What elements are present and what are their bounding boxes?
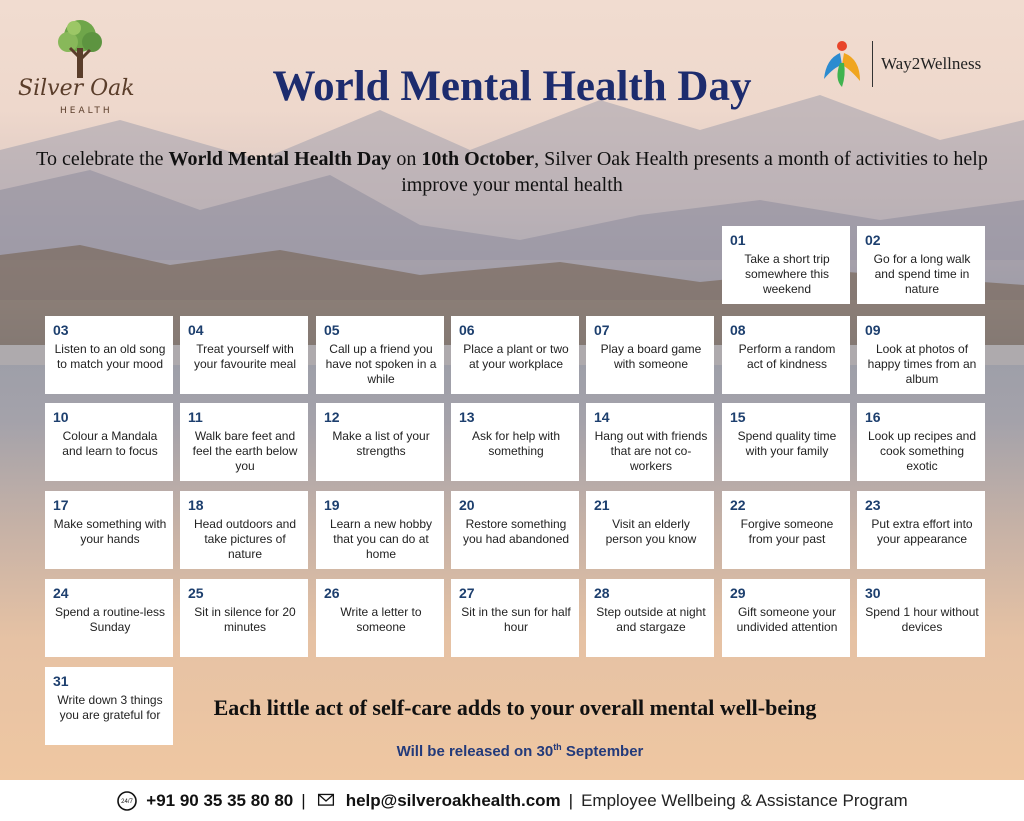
day-card [316,403,444,481]
day-card [722,403,850,481]
day-number: 05 [324,322,340,338]
day-activity: Play a board game with someone [600,342,702,371]
day-activity: Visit an elderly person you know [605,517,697,546]
day-activity: Look at photos of happy times from an album [867,342,977,386]
mail-icon [314,792,338,810]
day-activity: Sit in the sun for half hour [461,605,571,634]
way2wellness-name: Way2Wellness [881,54,982,73]
day-card [316,316,444,394]
tagline: Each little act of self-care adds to your overall mental well-being [213,695,817,720]
day-activity: Spend a routine-less Sunday [54,605,166,634]
day-card [180,316,308,394]
program-name: Employee Wellbeing & Assistance Program [581,790,908,810]
footer-separator: | [301,790,306,810]
day-activity: Spend quality time with your family [737,429,837,458]
day-activity: Write a letter to someone [340,605,422,634]
day-card [857,403,985,481]
day-activity: Step outside at night and stargaze [596,605,706,634]
logo-sub-text: HEALTH [60,106,113,116]
day-card [45,403,173,481]
day-activity: Sit in silence for 20 minutes [194,605,296,634]
day-number: 18 [188,497,204,513]
day-card [316,579,444,657]
day-activity: Hang out with friends that are not co-workers [594,429,708,473]
footer-contact-bar [0,780,1024,821]
release-sup: th [553,742,562,752]
day-card [722,316,850,394]
day-activity: Treat yourself with your favourite meal [193,342,297,371]
day-card [180,579,308,657]
day-number: 30 [865,585,881,601]
day-number: 26 [324,585,340,601]
day-activity: Walk bare feet and feel the earth below you [192,429,298,473]
day-number: 20 [459,497,475,513]
day-number: 11 [188,409,203,425]
day-number: 08 [730,322,746,338]
phone-icon [116,790,138,812]
day-number: 23 [865,497,881,513]
intro-bold-event: World Mental Health Day [168,148,392,170]
release-suffix: September [561,743,644,760]
day-activity: Go for a long walk and spend time in nature [873,252,971,296]
day-activity: Gift someone your undivided attention [736,605,838,634]
day-card [180,491,308,569]
day-number: 12 [324,409,340,425]
day-card [586,491,714,569]
day-number: 15 [730,409,746,425]
day-number: 17 [53,497,69,513]
day-number: 25 [188,585,204,601]
day-number: 16 [865,409,881,425]
day-activity: Listen to an old song to match your mood [54,342,166,371]
day-activity: Head outdoors and take pictures of nature [193,517,297,561]
release-note [260,742,780,760]
day-activity: Spend 1 hour without devices [865,605,979,634]
day-number: 03 [53,322,69,338]
day-number: 01 [730,232,746,248]
day-number: 07 [594,322,610,338]
page-title: World Mental Health Day [272,63,752,110]
day-card [857,491,985,569]
logo-brand-text: Silver Oak [18,76,135,101]
day-number: 04 [188,322,204,338]
intro-bold-date: 10th October [421,148,535,170]
day-card [451,316,579,394]
day-number: 10 [53,409,69,425]
day-card [45,491,173,569]
day-card [180,403,308,481]
day-card [857,579,985,657]
day-card [316,491,444,569]
day-activity: Write down 3 things you are grateful for [57,693,163,722]
day-card [45,316,173,394]
day-number: 22 [730,497,746,513]
day-card [451,579,579,657]
phone-number[interactable]: +91 90 35 35 80 80 [146,790,294,810]
day-card [586,579,714,657]
day-activity: Forgive someone from your past [740,517,834,546]
day-activity: Make something with your hands [53,517,167,546]
day-activity: Take a short trip somewhere this weekend [744,252,830,296]
day-number: 06 [459,322,475,338]
day-number: 09 [865,322,881,338]
day-card [722,226,850,304]
day-card [722,579,850,657]
day-activity: Learn a new hobby that you can do at home [329,517,433,561]
intro-part-3: , Silver Oak Health presents a month of activities to help improve your mental health [401,148,988,196]
intro-part-2: on [391,148,422,170]
day-number: 29 [730,585,746,601]
day-card [586,316,714,394]
day-card [45,579,173,657]
day-number: 02 [865,232,881,248]
day-number: 28 [594,585,610,601]
day-activity: Call up a friend you have not spoken in a while [325,342,437,386]
day-activity: Make a list of your strengths [332,429,430,458]
day-card [45,667,173,745]
day-activity: Perform a random act of kindness [738,342,836,371]
day-number: 31 [53,673,69,689]
release-prefix: Will be released on 30 [396,743,554,760]
day-number: 21 [594,497,610,513]
day-activity: Place a plant or two at your workplace [463,342,569,371]
day-card [586,403,714,481]
day-number: 13 [459,409,475,425]
intro-part-1: To celebrate the [36,148,169,170]
day-number: 24 [53,585,69,601]
phone-badge-text: 24/7 [121,798,134,805]
day-number: 14 [594,409,610,425]
day-number: 19 [324,497,340,513]
footer-separator: | [568,790,574,810]
day-number: 27 [459,585,475,601]
day-card [451,403,579,481]
day-card [857,316,985,394]
intro-text [30,146,994,198]
day-activity: Put extra effort into your appearance [871,517,973,546]
day-activity: Restore something you had abandoned [462,517,570,546]
day-activity: Colour a Mandala and learn to focus [62,429,158,458]
day-card [451,491,579,569]
email-link[interactable]: help@silveroakhealth.com [345,790,561,810]
day-activity: Ask for help with something [471,429,561,458]
day-card [722,491,850,569]
day-card [857,226,985,304]
day-activity: Look up recipes and cook something exotic [867,429,977,473]
